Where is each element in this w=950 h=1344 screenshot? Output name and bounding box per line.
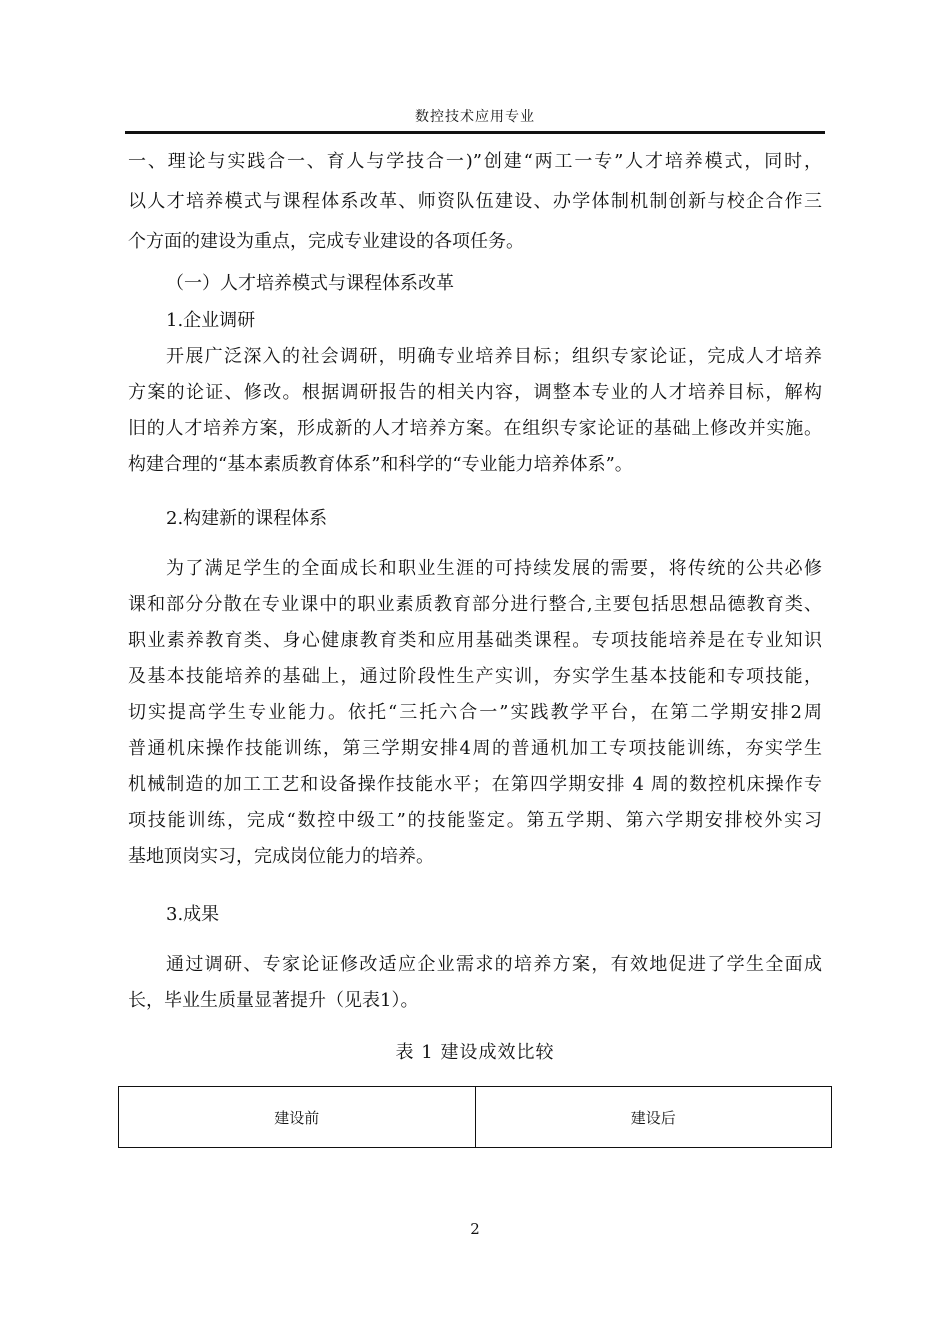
intro-line: 个方面的建设为重点，完成专业建设的各项任务。 (128, 231, 524, 252)
comparison-table (118, 1086, 832, 1148)
paragraph-line: 机械制造的加工工艺和设备操作技能水平；在第四学期安排 4 周的数控机床操作专 (128, 774, 822, 795)
paragraph-line: 基地顶岗实习，完成岗位能力的培养。 (128, 846, 434, 867)
paragraph-line: 普通机床操作技能训练，第三学期安排4周的普通机加工专项技能训练，夯实学生 (128, 738, 822, 759)
paragraph-line: 开展广泛深入的社会调研，明确专业培养目标；组织专家论证，完成人才培养 (166, 346, 822, 367)
running-header: 数控技术应用专业 (415, 109, 535, 125)
table-caption: 表 1 建设成效比较 (395, 1042, 555, 1063)
paragraph-line: 长，毕业生质量显著提升（见表1）。 (128, 990, 419, 1011)
paragraph-line: 构建合理的“基本素质教育体系”和科学的“专业能力培养体系”。 (128, 454, 633, 475)
intro-line: 以人才培养模式与课程体系改革、师资队伍建设、办学体制机制创新与校企合作三 (128, 191, 822, 212)
header-rule (125, 131, 825, 134)
subsection-heading: 3.成果 (166, 904, 220, 925)
subsection-heading: 2.构建新的课程体系 (166, 508, 328, 529)
subsection-heading: 1.企业调研 (166, 310, 256, 331)
paragraph-line: 旧的人才培养方案，形成新的人才培养方案。在组织专家论证的基础上修改并实施。 (128, 418, 822, 439)
paragraph-line: 切实提高学生专业能力。依托“三托六合一”实践教学平台，在第二学期安排2周 (128, 702, 822, 723)
paragraph-line: 方案的论证、修改。根据调研报告的相关内容，调整本专业的人才培养目标，解构 (128, 382, 822, 403)
paragraph-line: 为了满足学生的全面成长和职业生涯的可持续发展的需要，将传统的公共必修 (166, 558, 822, 579)
paragraph-line: 职业素养教育类、身心健康教育类和应用基础类课程。专项技能培养是在专业知识 (128, 630, 822, 651)
paragraph-line: 及基本技能培养的基础上，通过阶段性生产实训，夯实学生基本技能和专项技能， (128, 666, 822, 687)
table-header-cell: 建设前 (274, 1108, 320, 1127)
table-header-cell: 建设后 (475, 1087, 832, 1147)
paragraph-line: 课和部分分散在专业课中的职业素质教育部分进行整合,主要包括思想品德教育类、 (128, 594, 822, 615)
page-number: 2 (470, 1220, 480, 1238)
intro-line: 一、理论与实践合一、育人与学技合一)”创建“两工一专”人才培养模式，同时， (128, 151, 822, 172)
paragraph-line: 项技能训练，完成“数控中级工”的技能鉴定。第五学期、第六学期安排校外实习 (128, 810, 822, 831)
section-heading: （一）人才培养模式与课程体系改革 (166, 273, 454, 294)
paragraph-line: 通过调研、专家论证修改适应企业需求的培养方案，有效地促进了学生全面成 (166, 954, 822, 975)
